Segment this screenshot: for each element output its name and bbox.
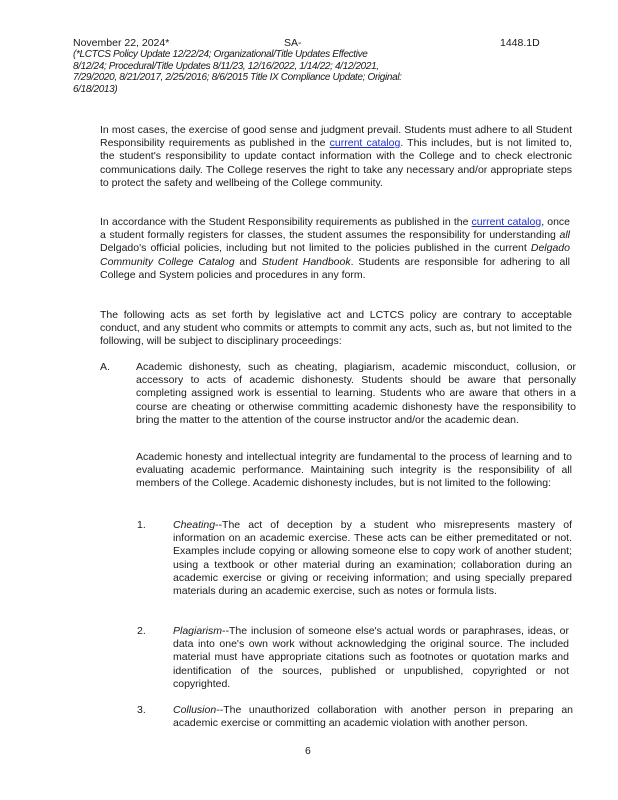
header-date: November 22, 2024* [73, 37, 170, 49]
list-marker-2: 2. [137, 625, 146, 637]
paragraph-student-responsibility: In most cases, the exercise of good sense and judgment prevail. Students must adhere to all Student Responsibility requirements as published in the current catalog. This includes, but is not limited to, the student's responsibility to update contact information with the College and to check electronic communications daily. The College reserves the right to take any necessary and/or appropriate steps to protect the safety and wellbeing of the College community. [100, 124, 572, 189]
header-revision-notes: (*LCTCS Policy Update 12/22/24; Organizational/Title Updates Effective 8/12/24; Procedural/Title Updates 8/11/23, 12/16/2022, 1/14/22; 4/12/2021, 7/29/2020, 8/21/2017, 2/25/2016; 8/6/2015 Title IX Compliance Update; Original: 6/18/2013) [73, 49, 402, 95]
list-marker-a: A. [100, 361, 110, 373]
term-plagiarism: Plagiarism [173, 625, 223, 637]
current-catalog-link[interactable]: current catalog [329, 137, 401, 150]
handbook-title: Student Handbook [261, 255, 351, 268]
subitem-cheating: Cheating--The act of deception by a student who misrepresents mastery of information on an academic exercise. These acts can be either premeditated or not. Examples include copying or allowing someone else to copy work of another student; using a textbook or other material during an examination; collaboration during an academic exercise or giving or receiving information; and using specially prepared materials during an academic exercise, such as notes or formula lists. [173, 519, 572, 598]
emphasis-all: all [559, 229, 570, 242]
subitem-plagiarism: Plagiarism--The inclusion of someone else's actual words or paraphrases, ideas, or data into one's own work without acknowledging the original source. The included material must have appropriate citations such as footnotes or quotation marks and identification of the sources, published or unpublished, copyrighted or not copyrighted. [173, 625, 569, 690]
paragraph-disciplinary-acts: The following acts as set forth by legislative act and LCTCS policy are contrary to acceptable conduct, and any student who commits or attempts to commit any acts, such as, but not limited to the following, will be subject to disciplinary proceedings: [100, 309, 572, 348]
catalog-title: Delgado Community College Catalog [100, 242, 570, 268]
header-policy-number: 1448.1D [500, 37, 540, 49]
item-a-academic-honesty: Academic honesty and intellectual integrity are fundamental to the process of learning and to evaluating academic performance. Maintaining such integrity is the responsibility of all members of the College. Academic dishonesty includes, but is not limited to the following: [136, 451, 572, 490]
list-marker-1: 1. [137, 519, 146, 531]
subitem-collusion: Collusion--The unauthorized collaboration with another person in preparing an academic exercise or committing an academic violation with another person. [173, 704, 573, 730]
current-catalog-link-2[interactable]: current catalog [471, 216, 542, 228]
term-collusion: Collusion [173, 704, 217, 716]
page-number: 6 [305, 745, 311, 757]
paragraph-accordance: In accordance with the Student Responsibility requirements as published in the current catalog, once a student formally registers for classes, the student assumes the responsibility for understanding all Delgado's official policies, including but not limited to the policies published in the current Delgado Community College Catalog and Student Handbook. Students are responsible for adhering to all College and System policies and procedures in any form. [100, 216, 570, 281]
page-header [73, 37, 553, 95]
item-a-academic-dishonesty: Academic dishonesty, such as cheating, plagiarism, academic misconduct, collusion, or accessory to acts of academic dishonesty. Students should be aware that personally completing assigned work is essential to learning. Students who are aware that others in a course are cheating or otherwise committing academic dishonesty have the responsibility to bring the matter to the attention of the course instructor and/or the academic dean. [136, 361, 576, 426]
header-section: SA- [284, 37, 302, 49]
list-marker-3: 3. [137, 704, 146, 716]
term-cheating: Cheating [173, 519, 216, 531]
